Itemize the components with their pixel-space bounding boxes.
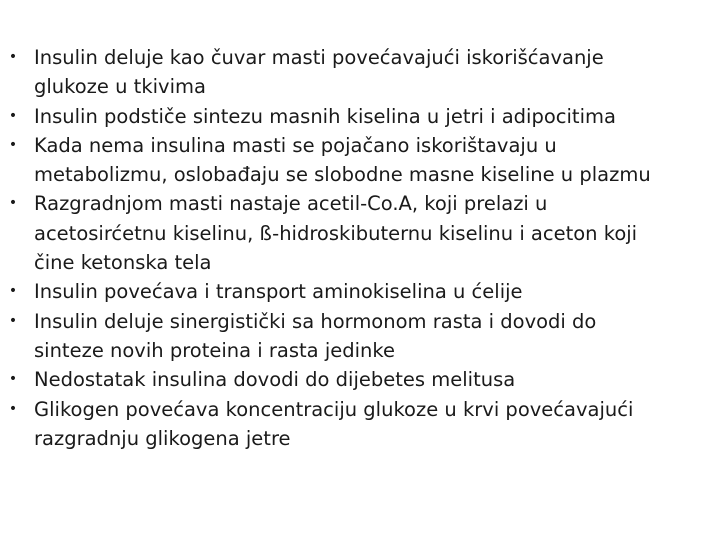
bullet-line: razgradnju glikogena jetre	[34, 426, 291, 450]
bullet-item	[0, 307, 715, 366]
bullet-icon: •	[8, 312, 18, 329]
bullet-line: Kada nema insulina masti se pojačano iskorištavaju u	[34, 133, 557, 157]
bullet-item	[0, 102, 715, 131]
bullet-icon: •	[8, 400, 18, 417]
bullet-line: Insulin podstiče sintezu masnih kiselina u jetri i adipocitima	[34, 104, 616, 128]
bullet-line: Glikogen povećava koncentraciju glukoze u krvi povećavajući	[34, 397, 634, 421]
bullet-icon: •	[8, 283, 18, 300]
bullet-line: Razgradnjom masti nastaje acetil-Co.A, koji prelazi u	[34, 192, 548, 216]
bullet-icon: •	[8, 371, 18, 388]
bullet-icon: •	[8, 49, 18, 65]
bullet-line: sinteze novih proteina i rasta jedinke	[34, 338, 395, 362]
bullet-line: metabolizmu, oslobađaju se slobodne masne kiseline u plazmu	[34, 163, 651, 187]
bullet-item	[0, 189, 715, 277]
bullet-line: Insulin deluje kao čuvar masti povećavajući iskorišćavanje	[34, 46, 604, 69]
bullet-line: Nedostatak insulina dovodi do dijebetes melitusa	[34, 368, 516, 392]
bullet-item	[0, 365, 715, 394]
bullet-line: Insulin povećava i transport aminokiselina u ćelije	[34, 280, 523, 304]
bullet-list	[0, 43, 715, 453]
bullet-line: glukoze u tkivima	[34, 75, 206, 99]
bullet-line: čine ketonska tela	[34, 251, 212, 275]
bullet-icon: •	[8, 195, 18, 212]
bullet-item	[0, 131, 715, 190]
bullet-icon: •	[8, 136, 18, 153]
bullet-item	[0, 395, 715, 454]
bullet-icon: •	[8, 107, 18, 124]
bullet-item	[0, 43, 715, 102]
bullet-item	[0, 277, 715, 306]
bullet-line: acetosirćetnu kiselinu, ß-hidroskibuternu kiselinu i aceton koji	[34, 221, 638, 245]
bullet-line: Insulin deluje sinergistički sa hormonom rasta i dovodi do	[34, 309, 597, 333]
